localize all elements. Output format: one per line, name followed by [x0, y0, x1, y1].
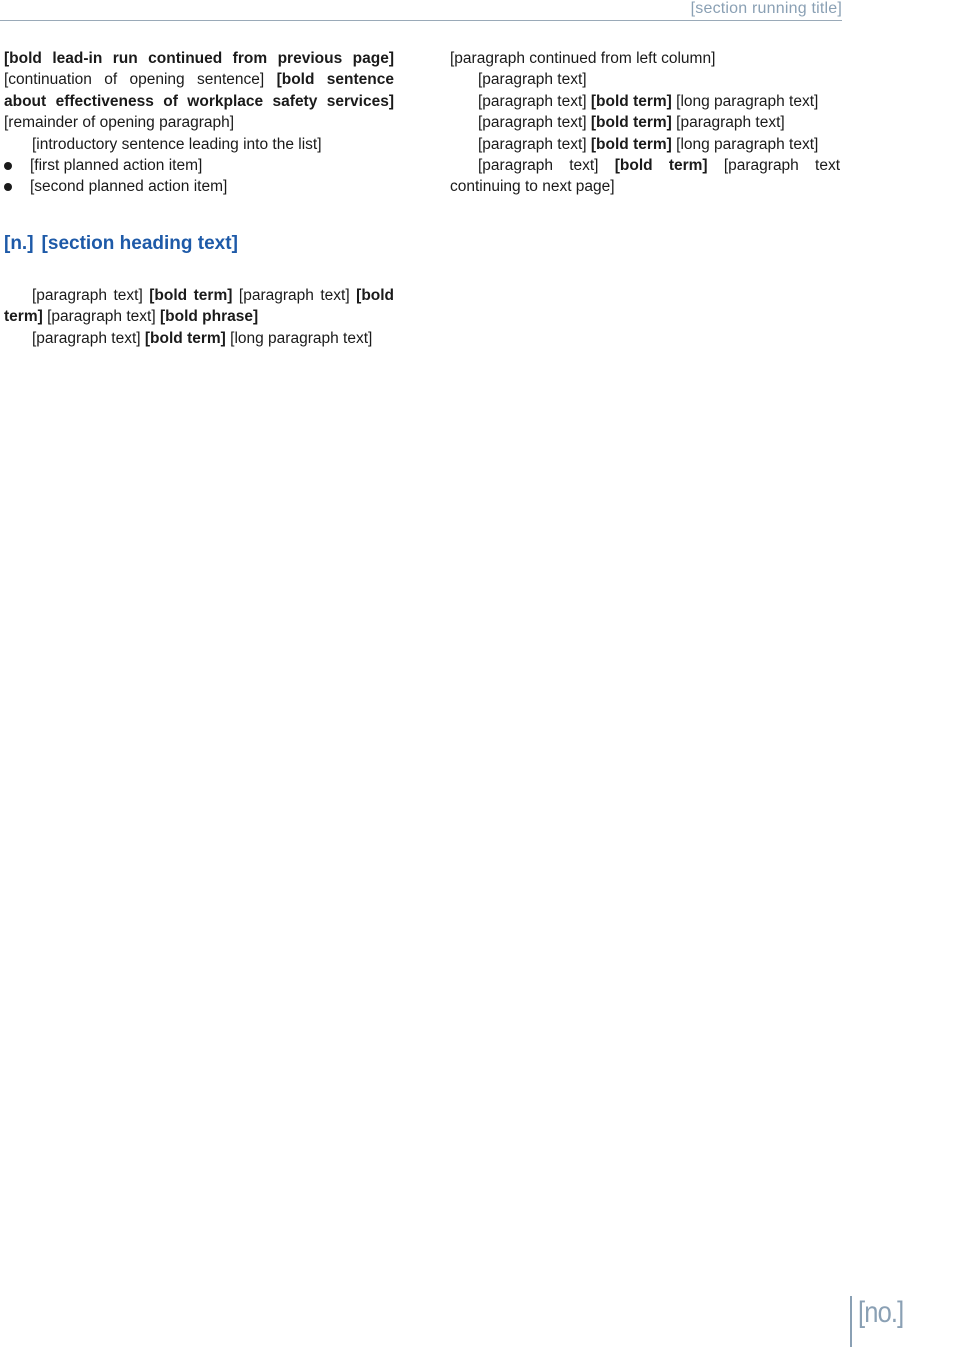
- emphasis-run: [bold term]: [590, 114, 672, 132]
- left-column: [4, 48, 394, 1288]
- text-run: [paragraph text]: [238, 286, 350, 304]
- emphasis-run: [bold term]: [614, 157, 708, 175]
- section-title: [section heading text]: [41, 232, 238, 254]
- right-column: [450, 48, 840, 1288]
- text-run: [paragraph text]: [478, 92, 587, 110]
- emphasis-run: [bold term]: [149, 286, 233, 304]
- emphasis-run: [bold sentence about effectiveness of workplace safety services]: [4, 71, 394, 110]
- page-number: [no.]: [858, 1296, 904, 1329]
- text-run: [paragraph text continuing to next page]: [450, 157, 840, 196]
- list-item: [second planned action item]: [4, 176, 394, 197]
- opening-paragraph: [4, 48, 394, 134]
- text-run: [continuation of opening sentence]: [4, 71, 265, 89]
- body-paragraph: [450, 134, 840, 155]
- body-paragraph: [450, 155, 840, 198]
- section-heading: [4, 232, 394, 255]
- text-run: [paragraph text]: [47, 308, 156, 326]
- text-run: [long paragraph text]: [676, 92, 819, 110]
- text-run: [paragraph text]: [478, 135, 587, 153]
- text-run: [remainder of opening paragraph]: [4, 114, 235, 132]
- text-run: [long paragraph text]: [676, 135, 819, 153]
- body-paragraph: [450, 91, 840, 112]
- text-run: [paragraph text]: [676, 114, 785, 132]
- body-paragraph: [paragraph continued from left column]: [450, 50, 716, 67]
- emphasis-run: [bold term]: [590, 92, 672, 110]
- intro-sentence: [introductory sentence leading into the list]: [32, 135, 322, 153]
- list-item: [first planned action item]: [4, 155, 394, 176]
- emphasis-run: [bold phrase]: [159, 308, 259, 326]
- section-number: [n.]: [4, 232, 34, 254]
- text-run: [paragraph text]: [478, 114, 587, 132]
- header-rule: [0, 20, 842, 21]
- emphasis-run: [bold term]: [144, 329, 226, 347]
- text-run: [long paragraph text]: [230, 329, 373, 347]
- running-header: [0, 0, 960, 20]
- bullet-list: [4, 155, 394, 198]
- emphasis-run: [bold term]: [590, 135, 672, 153]
- body-paragraph: [450, 112, 840, 133]
- running-header-title: [section running title]: [690, 0, 842, 17]
- body-paragraph: [4, 328, 394, 349]
- text-run: [paragraph text]: [32, 286, 143, 304]
- emphasis-run: [bold lead-in run continued from previous page]: [4, 50, 394, 67]
- body-paragraph: [4, 285, 394, 328]
- emphasis-run: [bold term]: [4, 286, 394, 326]
- body-paragraph: [paragraph text]: [478, 71, 587, 89]
- text-run: [paragraph text]: [32, 329, 141, 347]
- text-run: [paragraph text]: [478, 157, 599, 175]
